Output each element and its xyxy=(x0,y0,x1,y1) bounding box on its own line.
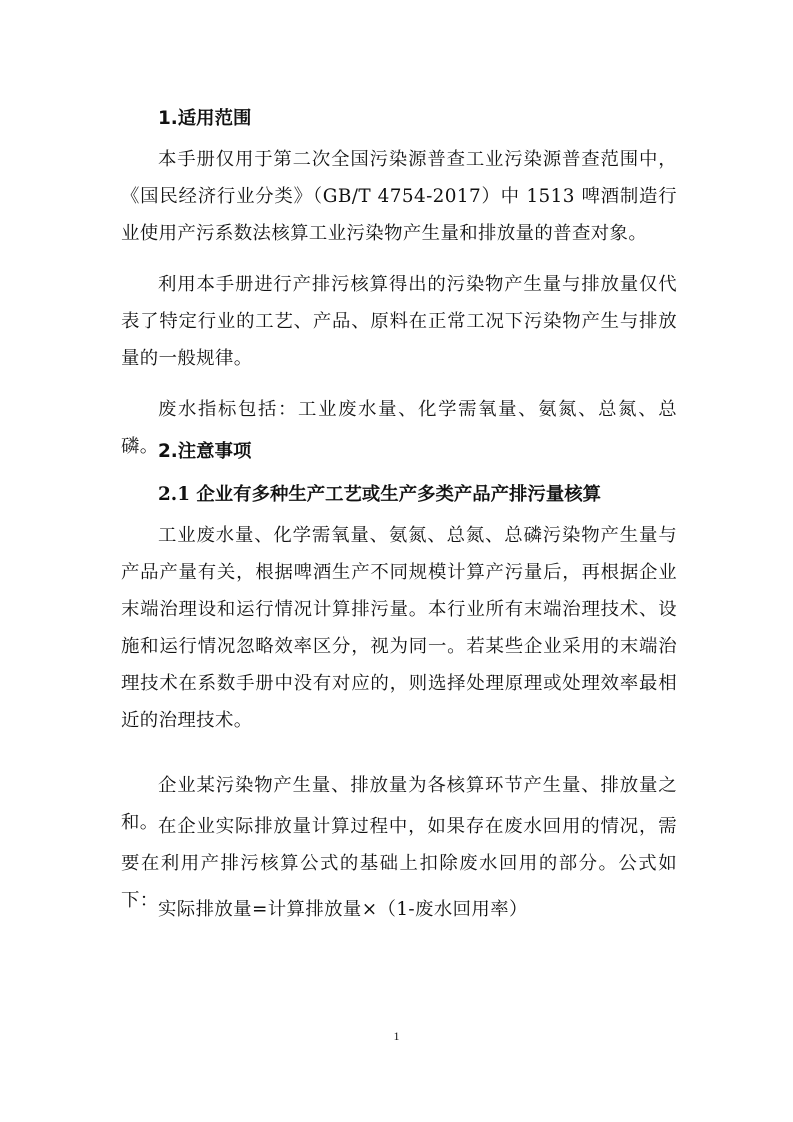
section-2-heading: 2.注意事项 xyxy=(158,441,252,462)
section-1-paragraph-representation: 利用本手册进行产排污核算得出的污染物产生量与排放量仅代表了特定行业的工艺、产品、原料在正常工况下污染物产生与排放量的一般规律。 xyxy=(121,274,677,369)
section-1-paragraph-scope: 本手册仅用于第二次全国污染源普查工业污染源普查范围中，《国民经济行业分类》（GB/T 4754-2017）中 1513 啤酒制造行业使用产污系数法核算工业污染物产生量和排放量的普查对象。 xyxy=(121,149,677,244)
formula: 实际排放量=计算排放量×（1-废水回用率） xyxy=(158,899,528,920)
section-2-paragraph-sum: 企业某污染物产生量、排放量为各核算环节产生量、排放量之和。 xyxy=(121,775,677,833)
section-1-heading: 1.适用范围 xyxy=(158,108,252,129)
page-number: 1 xyxy=(393,1029,400,1043)
section-2-paragraph-reuse: 在企业实际排放量计算过程中，如果存在废水回用的情况，需要在利用产排污核算公式的基础上扣除废水回用的部分。公式如下： xyxy=(121,816,677,911)
section-1-paragraph-indicators: 废水指标包括：工业废水量、化学需氧量、氨氮、总氮、总磷。 xyxy=(121,399,677,457)
section-2-paragraph-calculation: 工业废水量、化学需氧量、氨氮、总氮、总磷污染物产生量与产品产量有关，根据啤酒生产不同规模计算产污量后，再根据企业末端治理设和运行情况计算排污量。本行业所有末端治理技术、设施和运行情况忽略效率区分，视为同一。若某些企业采用的末端治理技术在系数手册中没有对应的，则选择处理原理或处理效率最相近的治理技术。 xyxy=(121,525,677,731)
section-2-1-heading: 2.1 企业有多种生产工艺或生产多类产品产排污量核算 xyxy=(158,484,601,505)
